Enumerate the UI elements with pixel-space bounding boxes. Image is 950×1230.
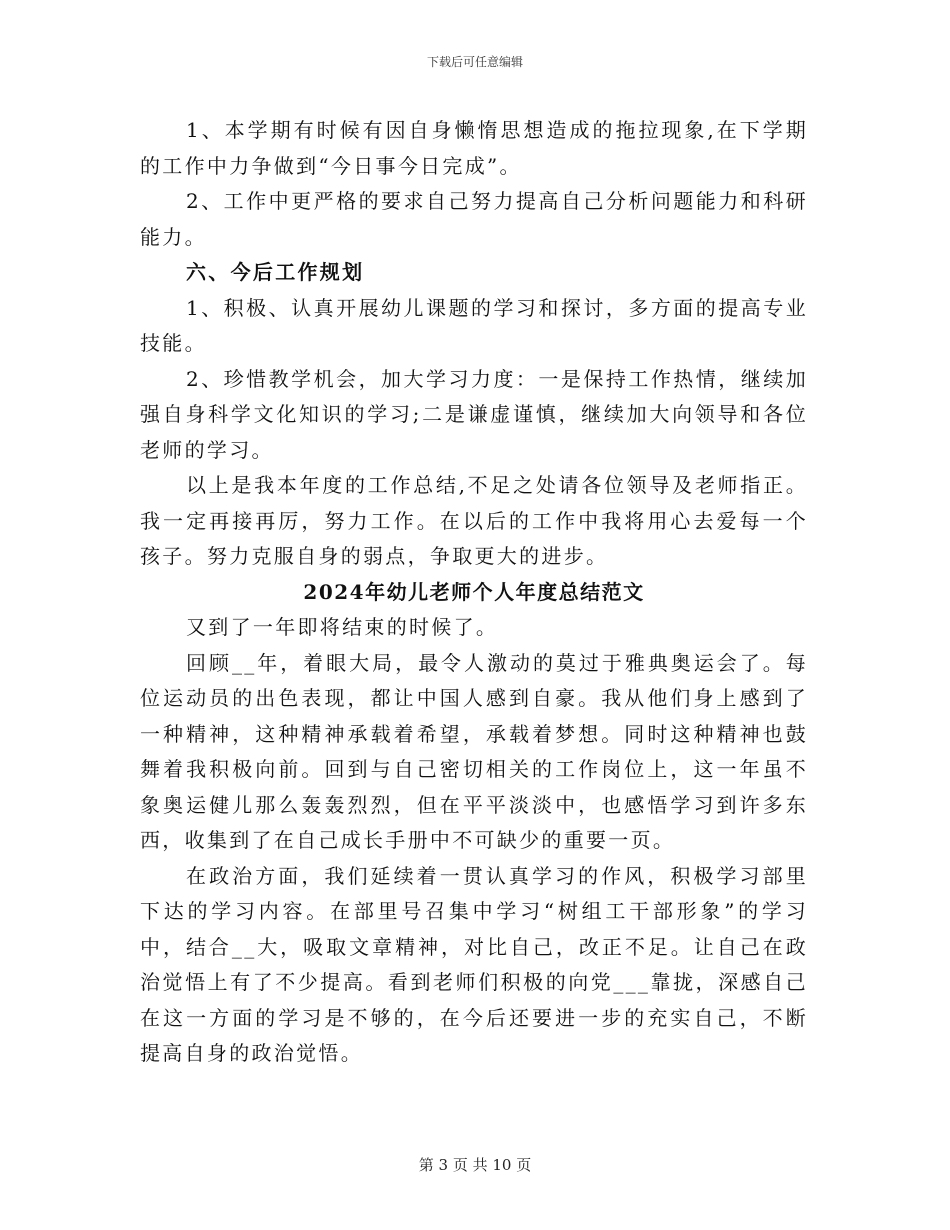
section-heading-6: 六、今后工作规划	[186, 260, 365, 284]
paragraph-6: 又到了一年即将结束的时候了。	[186, 615, 499, 639]
document-body	[140, 113, 808, 1072]
document-title: 2024年幼儿老师个人年度总结范文	[303, 579, 645, 604]
paragraph-1: 1、本学期有时候有因自身懒惰思想造成的拖拉现象,在下学期的工作中力争做到“今日事今日完成”。	[140, 118, 808, 178]
paragraph-8: 在政治方面，我们延续着一贯认真学习的作风，积极学习部里下达的学习内容。在部里号召集中学习“树组工干部形象”的学习中，结合__大，吸取文章精神，对比自己，改正不足。让自己在政治觉悟上有了不少提高。看到老师们积极的向党___靠拢，深感自己在这一方面的学习是不够的，在今后还要进一步的充实自己，不断提高自身的政治觉悟。	[140, 863, 808, 1065]
paragraph-4: 2、珍惜教学机会，加大学习力度：一是保持工作热情，继续加强自身科学文化知识的学习;二是谦虚谨慎，继续加大向领导和各位老师的学习。	[140, 366, 808, 462]
paragraph-3: 1、积极、认真开展幼儿课题的学习和探讨，多方面的提高专业技能。	[140, 295, 808, 355]
paragraph-5: 以上是我本年度的工作总结,不足之处请各位领导及老师指正。我一定再接再厉，努力工作。在以后的工作中我将用心去爱每一个孩子。努力克服自身的弱点，争取更大的进步。	[140, 473, 808, 568]
paragraph-7: 回顾__年，着眼大局，最令人激动的莫过于雅典奥运会了。每位运动员的出色表现，都让中国人感到自豪。我从他们身上感到了一种精神，这种精神承载着希望，承载着梦想。同时这种精神也鼓舞着我积极向前。回到与自己密切相关的工作岗位上，这一年虽不象奥运健儿那么轰轰烈烈，但在平平淡淡中，也感悟学习到许多东西，收集到了在自己成长手册中不可缺少的重要一页。	[140, 650, 808, 852]
page-number: 第 3 页 共 10 页	[418, 1156, 532, 1174]
paragraph-2: 2、工作中更严格的要求自己努力提高自己分析问题能力和科研能力。	[140, 189, 808, 249]
page-header: 下载后可任意编辑	[426, 55, 523, 69]
